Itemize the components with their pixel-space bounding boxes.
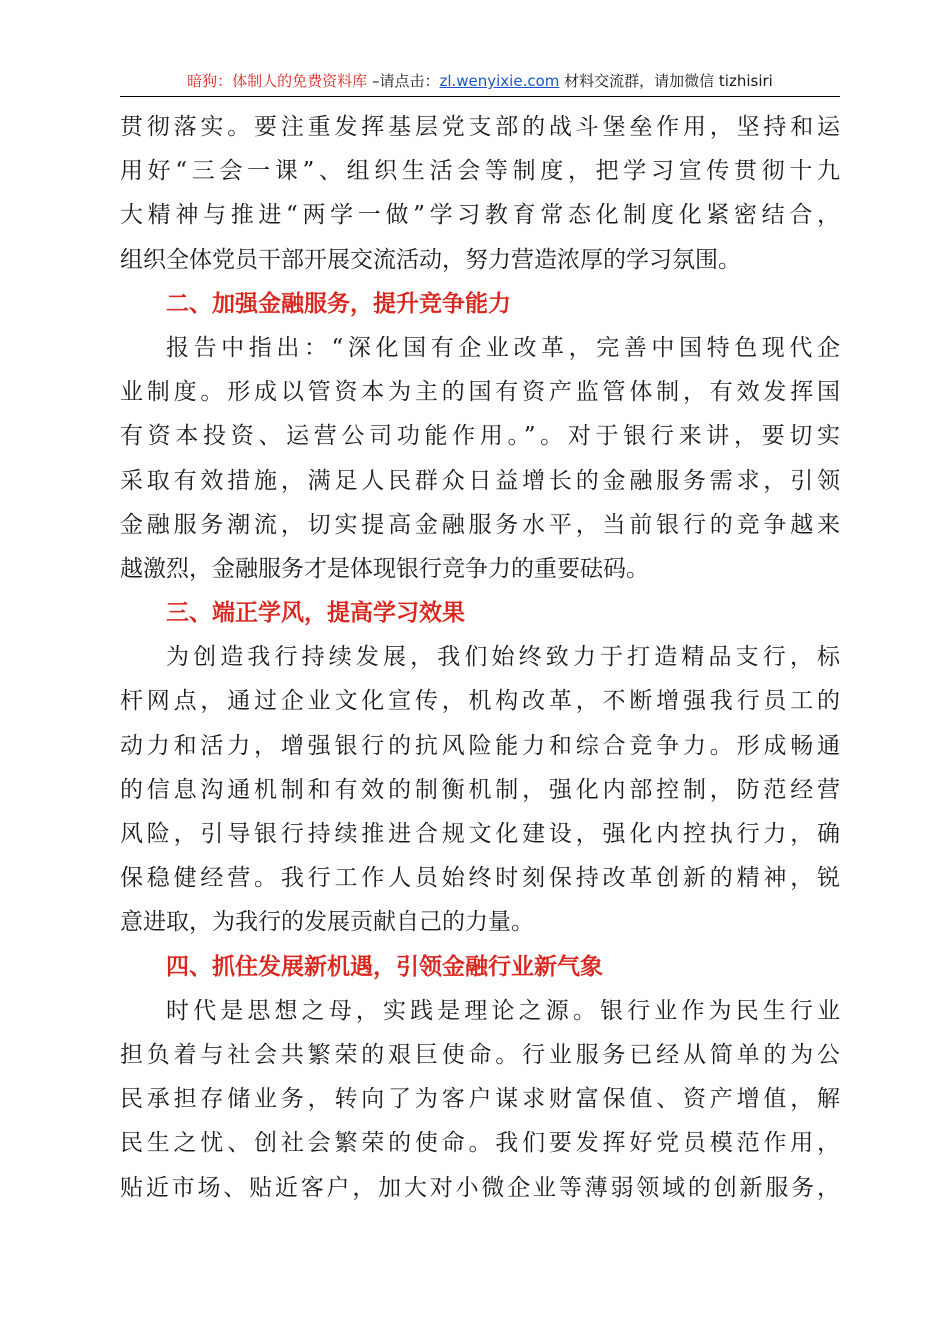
paragraph-line: 报告中指出：“深化国有企业改革，完善中国特色现代企	[166, 334, 840, 361]
paragraph-line: 保稳健经营。我行工作人员始终时刻保持改革创新的精神，锐	[120, 865, 840, 892]
paragraph-line: 民生之忧、创社会繁荣的使命。我们要发挥好党员模范作用，	[120, 1130, 840, 1157]
section-heading: 二、加强金融服务，提升竞争能力	[166, 290, 511, 317]
paragraph-line: 组织全体党员干部开展交流活动，努力营造浓厚的学习氛围。	[120, 246, 741, 273]
paragraph-line: 动力和活力，增强银行的抗风险能力和综合竞争力。形成畅通	[120, 732, 840, 759]
paragraph-line: 意进取，为我行的发展贡献自己的力量。	[120, 909, 534, 936]
section-heading: 四、抓住发展新机遇，引领金融行业新气象	[166, 953, 603, 980]
paragraph-line: 业制度。形成以管资本为主的国有资产监管体制，有效发挥国	[120, 379, 840, 406]
paragraph-line: 杆网点，通过企业文化宣传，机构改革，不断增强我行员工的	[120, 688, 840, 715]
paragraph-line: 民承担存储业务，转向了为客户谋求财富保值、资产增值，解	[120, 1086, 840, 1113]
paragraph-line: 有资本投资、运营公司功能作用。”。对于银行来讲，要切实	[120, 423, 840, 450]
paragraph-line: 为创造我行持续发展，我们始终致力于打造精品支行，标	[166, 644, 840, 671]
paragraph-line: 贴近市场、贴近客户，加大对小微企业等薄弱领域的创新服务，	[120, 1174, 840, 1201]
paragraph-line: 采取有效措施，满足人民群众日益增长的金融服务需求，引领	[120, 467, 840, 494]
page-header	[120, 66, 840, 97]
paragraph-line: 大精神与推进“两学一做”学习教育常态化制度化紧密结合，	[120, 202, 840, 229]
header-click-prompt: –请点击：	[367, 72, 440, 90]
paragraph-line: 贯彻落实。要注重发挥基层党支部的战斗堡垒作用，坚持和运	[120, 114, 840, 140]
paragraph-line: 风险，引导银行持续推进合规文化建设，强化内控执行力，确	[120, 821, 840, 847]
document-body	[120, 105, 840, 1210]
section-heading: 三、端正学风，提高学习效果	[166, 600, 465, 627]
paragraph-line: 越激烈，金融服务才是体现银行竞争力的重要砝码。	[120, 555, 649, 582]
header-wechat-note: 材料交流群，请加微信 tizhisiri	[559, 72, 773, 90]
paragraph-line: 时代是思想之母，实践是理论之源。银行业作为民生行业	[166, 997, 840, 1024]
header-link[interactable]: zl.wenyixie.com	[439, 72, 560, 90]
paragraph-line: 金融服务潮流，切实提高金融服务水平，当前银行的竞争越来	[120, 511, 840, 538]
paragraph-line: 的信息沟通机制和有效的制衡机制，强化内部控制，防范经营	[120, 776, 840, 803]
paragraph-line: 用好“三会一课”、组织生活会等制度，把学习宣传贯彻十九	[120, 158, 840, 185]
paragraph-line: 担负着与社会共繁荣的艰巨使命。行业服务已经从简单的为公	[120, 1041, 840, 1068]
header-site-name: 暗狗：体制人的免费资料库	[187, 72, 368, 90]
